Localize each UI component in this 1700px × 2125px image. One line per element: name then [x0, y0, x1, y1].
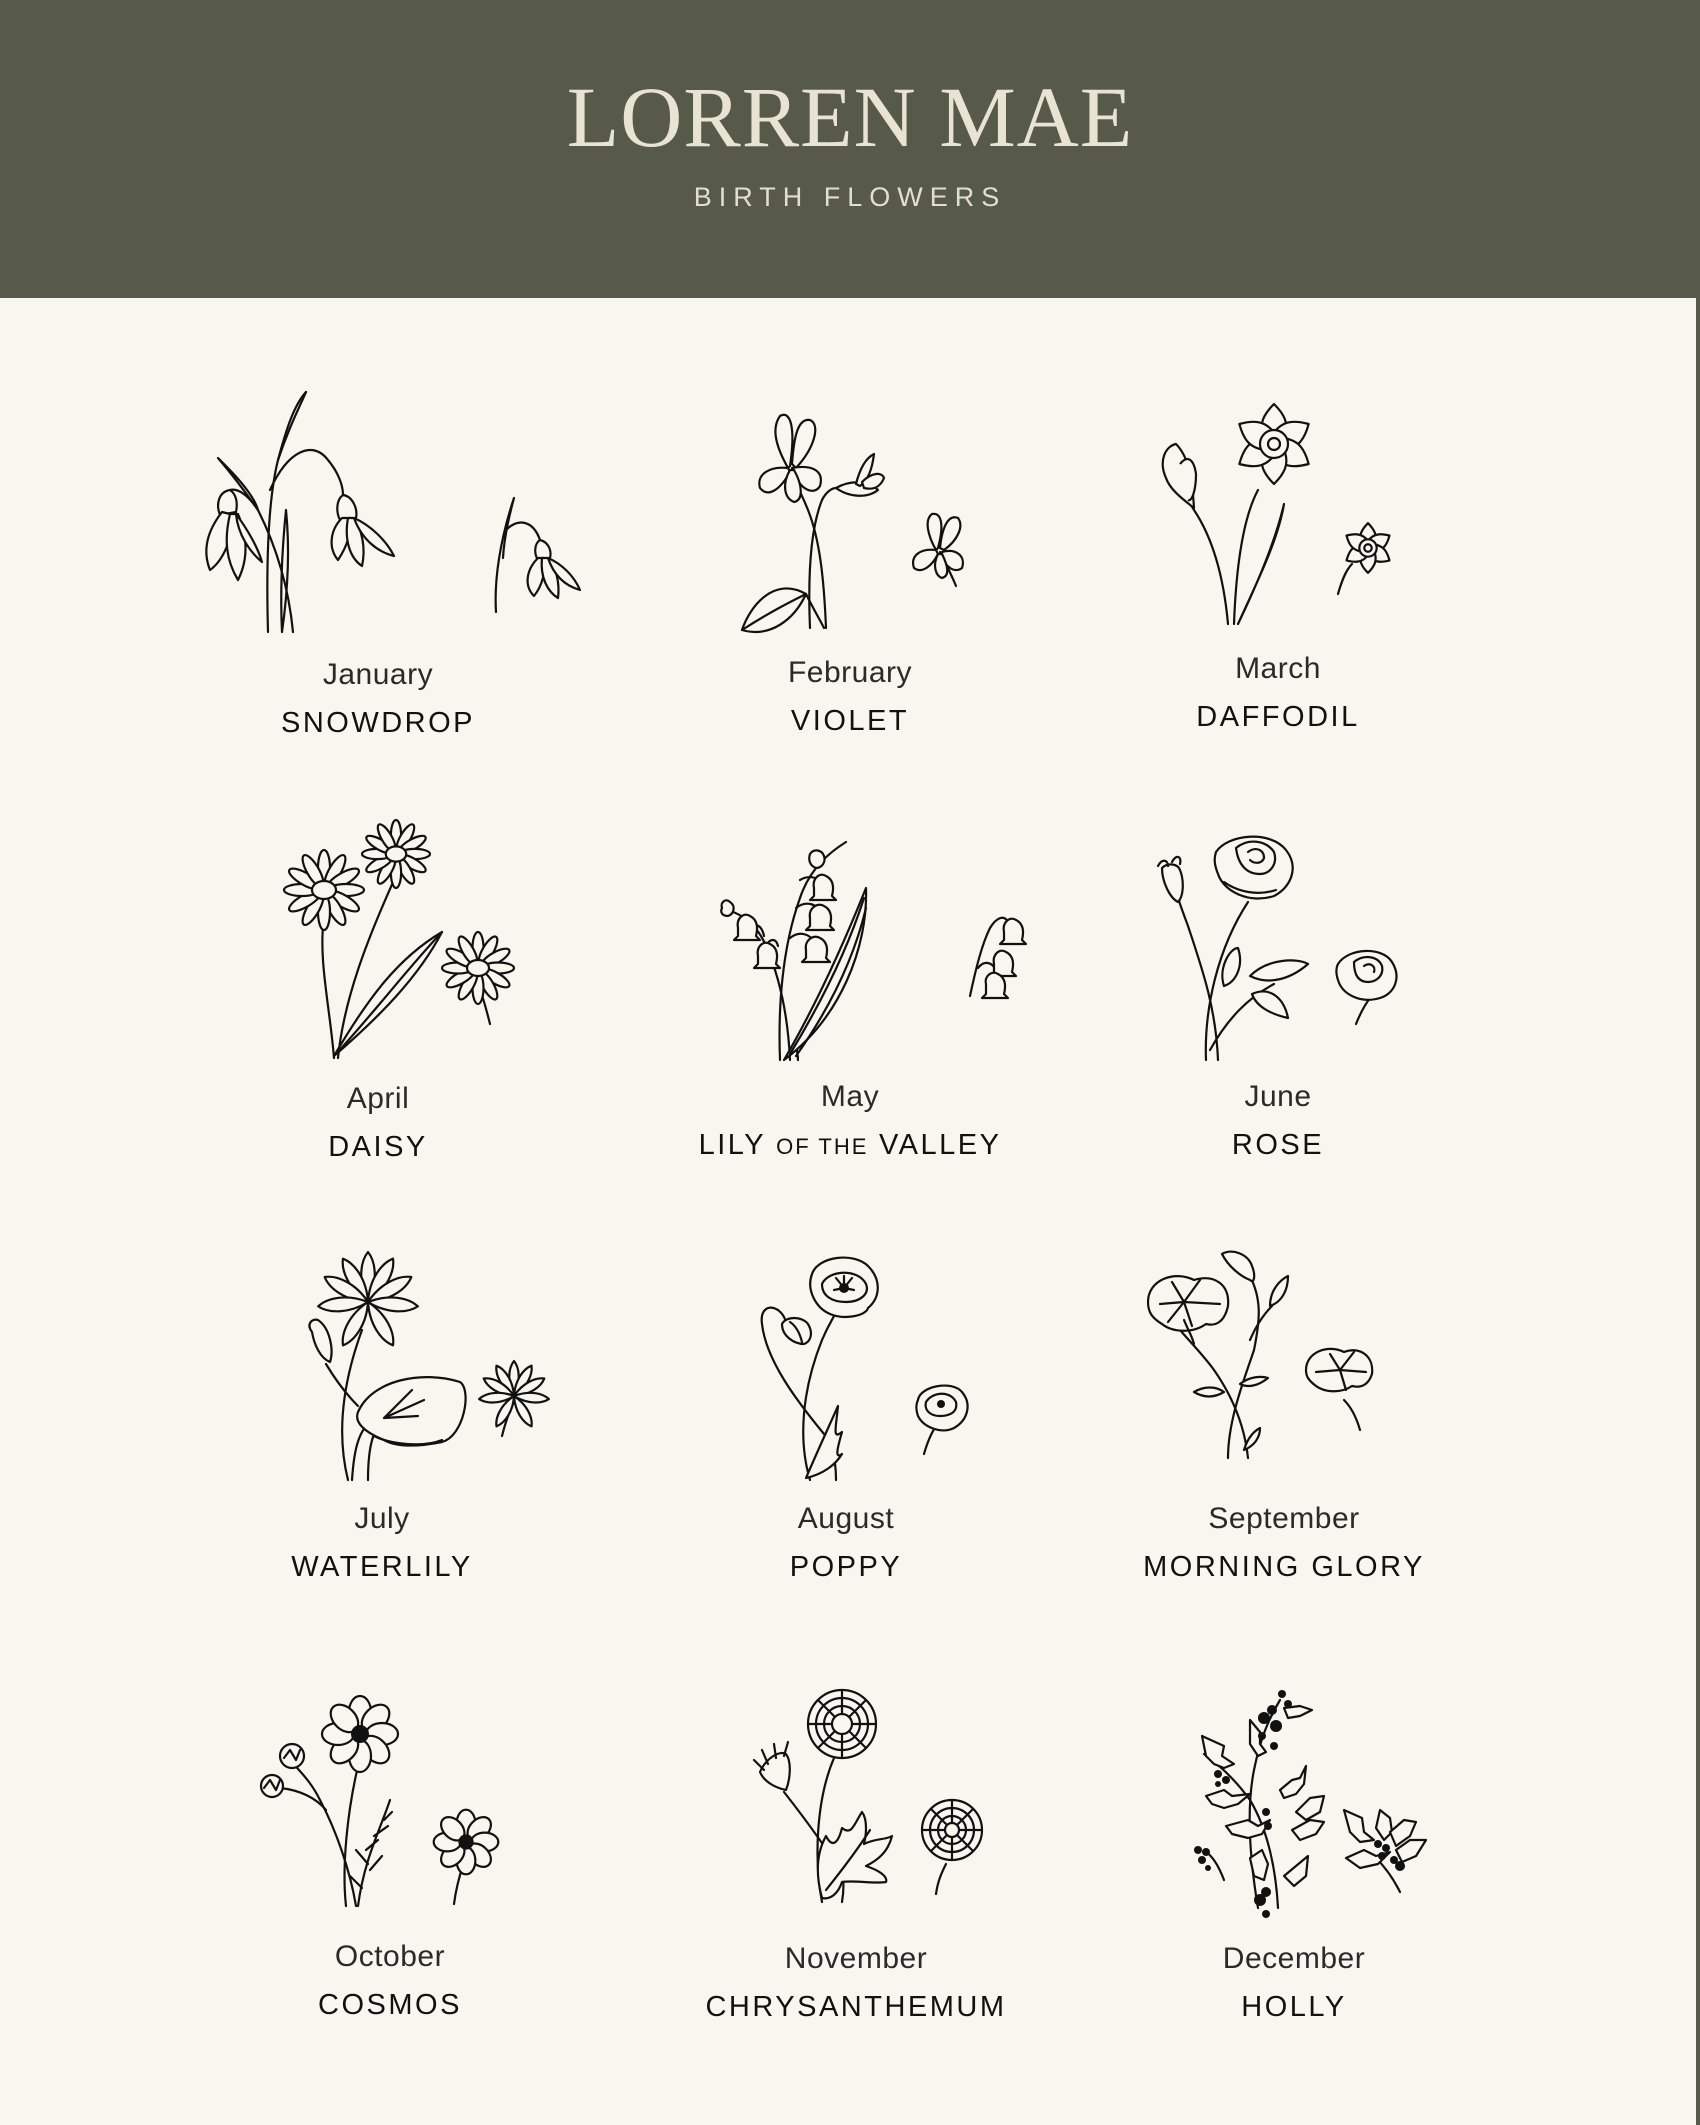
flower-name	[610, 1128, 1090, 1164]
flower-name: MORNING GLORY	[1143, 1551, 1425, 1583]
flower-month: July	[354, 1502, 410, 1535]
flower-name-part: VALLEY	[878, 1129, 1002, 1161]
flower-name: HOLLY	[1241, 1991, 1347, 2023]
flower-month: August	[797, 1502, 895, 1535]
chrysanthemum-illustration-icon	[616, 1680, 1096, 1980]
right-edge-strip	[1696, 0, 1700, 2125]
flower-card-april	[138, 818, 618, 1258]
flower-name: WATERLILY	[291, 1551, 473, 1583]
flower-month: June	[1244, 1080, 1312, 1113]
flower-card-february	[610, 380, 1090, 820]
flower-name: POPPY	[789, 1551, 903, 1583]
violet-illustration-icon	[610, 380, 1090, 680]
flower-name: SNOWDROP	[281, 707, 475, 739]
waterlily-illustration-icon	[142, 1240, 622, 1540]
daisy-illustration-icon	[138, 818, 618, 1118]
flower-name-part-small-caps: OF THE	[776, 1134, 869, 1159]
daffodil-illustration-icon	[1038, 380, 1518, 680]
flower-card-march	[1038, 380, 1518, 820]
page-subtitle: BIRTH FLOWERS	[693, 182, 1007, 212]
flower-month: September	[1208, 1502, 1360, 1535]
flower-month: October	[334, 1940, 446, 1973]
flower-name-part: LILY	[698, 1129, 766, 1161]
flower-card-october	[150, 1680, 630, 2120]
flower-name: ROSE	[1231, 1129, 1325, 1161]
rose-illustration-icon	[1038, 818, 1518, 1118]
flower-month: November	[784, 1942, 928, 1975]
cosmos-illustration-icon	[150, 1680, 630, 1980]
flower-name: DAFFODIL	[1196, 701, 1360, 733]
flower-month: December	[1222, 1942, 1366, 1975]
flower-card-july	[142, 1240, 622, 1680]
flower-month: January	[322, 658, 434, 691]
flower-name: DAISY	[328, 1131, 428, 1163]
flower-name: VIOLET	[790, 705, 910, 737]
holly-illustration-icon	[1054, 1680, 1534, 1980]
flower-name: CHRYSANTHEMUM	[705, 1991, 1007, 2023]
flower-card-august	[606, 1240, 1086, 1680]
snowdrop-illustration-icon	[138, 380, 618, 680]
flower-card-june	[1038, 818, 1518, 1258]
flower-month: March	[1235, 652, 1321, 685]
flower-month: May	[820, 1080, 880, 1113]
flower-card-december	[1054, 1680, 1534, 2120]
brand-title: LORREN MAE	[566, 69, 1134, 165]
poppy-illustration-icon	[606, 1240, 1086, 1540]
flower-card-september	[1044, 1240, 1524, 1680]
flower-name: COSMOS	[318, 1989, 462, 2021]
flower-card-november	[616, 1680, 1096, 2120]
morning-glory-illustration-icon	[1044, 1240, 1524, 1540]
flower-card-may	[610, 818, 1090, 1258]
flower-month: April	[346, 1082, 410, 1115]
flower-month: February	[787, 656, 913, 689]
lily-of-the-valley-illustration-icon	[610, 818, 1090, 1118]
flower-card-january	[138, 380, 618, 820]
